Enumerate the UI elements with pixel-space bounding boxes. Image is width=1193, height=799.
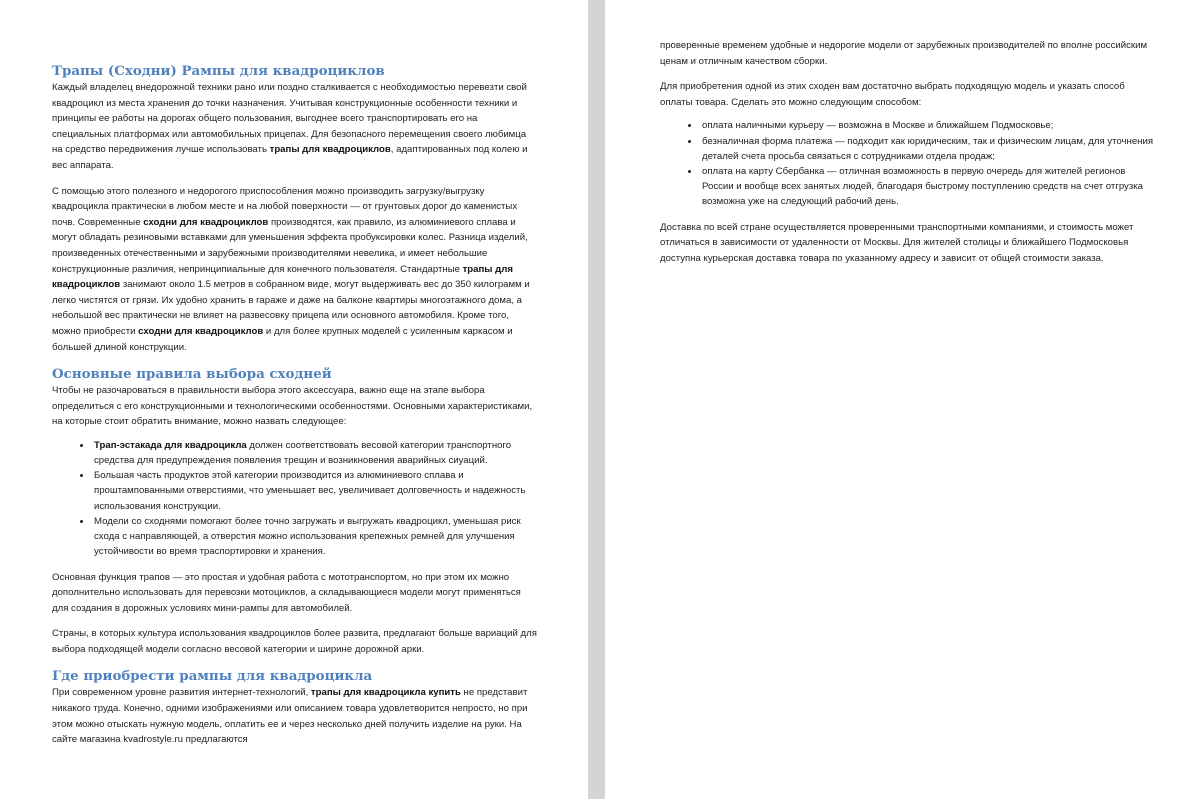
list-item: • Модели со сходнями помогают более точно загружать и выгружать квадроцикл, уменьшая риск схода с направляющей, а отверстия можно использования крепежных ремней для улучшения устойчивости во время траспортировки и хранения. [92, 514, 538, 560]
list-item: • оплата на карту Сбербанка — отличная возможность в первую очередь для жителей регионов России и вообще всех занятых людей, благодаря быстрому поступлению средств на счет отгрузка возможна уже на следующий рабочий день. [700, 164, 1153, 210]
heading-ramps: Трапы (Сходни) Рампы для квадроциклов [52, 63, 385, 79]
list-item: • Большая часть продуктов этой категории производится из алюминиевого сплава и проштампованными отверстиями, что уменьшает вес, увеличивает долговечность и надежность использования конструкции. [92, 468, 538, 514]
document-page-1 [0, 0, 588, 799]
page-gap [588, 0, 605, 799]
bold-keyword: трапы для квадроциклов [52, 263, 513, 291]
bold-keyword: сходни для квадроциклов [138, 325, 264, 337]
paragraph-usage [52, 184, 538, 356]
bold-keyword: Трап-эстакада для квадроцикла [94, 439, 247, 451]
paragraph-payment-intro: Для приобретения одной из этих сходен вам достаточно выбрать подходящую модель и указать способ оплаты товара. Сделать это можно следующим способом: [660, 81, 1125, 108]
bold-keyword: трапы для квадроциклов [269, 144, 391, 156]
list-item: • оплата наличными курьеру — возможна в Москве и ближайшем Подмосковье; [700, 118, 1153, 133]
document-page-2 [605, 0, 1193, 799]
heading-where-to-buy: Где приобрести рампы для квадроцикла [52, 668, 373, 685]
text-run: , адаптированных под колею и вес аппарата. [52, 144, 528, 171]
text-run: должен соответствовать весовой категории транспортного средства для предупреждения появления трещин и возникновения аварийных сиуаций. [94, 439, 512, 467]
paragraph-continued: проверенные временем удобные и недорогие модели от зарубежных производителей по вполне российским ценам и отличным качеством сборки. [660, 40, 1148, 67]
list-item: • безналичная форма платежа — подходит как юридическим, так и физическим лицам, для уточнения деталей счета просьба связаться с сотрудниками отдела продаж; [700, 134, 1153, 164]
bullet-list-payment [660, 118, 1153, 209]
paragraph-function: Основная функция трапов — это простая и удобная работа с мототранспортом, но при этом их можно дополнительно использовать для перевозки мотоциклов, а складывающиеся модели могут применяться для создания в дорожных условиях мини-рампы для автомобилей. [52, 571, 521, 614]
paragraph-countries: Страны, в которых культура использования квадроциклов более развита, предлагают больше вариаций для выбора подходящей модели согласно весовой категории и ширине дорожной арки. [52, 628, 537, 655]
text-run: и для более крупных моделей с усиленным каркасом и большей длиной конструкции. [52, 325, 513, 353]
list-item [92, 438, 538, 468]
bold-keyword: трапы для квадроцикла купить [310, 687, 461, 699]
text-run: С помощью этого полезного и недорогого приспособления можно производить загрузку/выгрузку квадроцикла практически в любом месте и на любой поверхности — от грунтовых дорог до каменистых почв. Современные [52, 185, 518, 228]
paragraph-intro [52, 80, 538, 174]
text-run: При современном уровне развития интернет-технологий, [52, 687, 311, 699]
text-run: Каждый владелец внедорожной техники рано или поздно сталкивается с необходимостью перевезти свой квадроцикл из места хранения до точки назначения. Учитывая конструкционные особенности техники и принципы ее работы на дорогах общего пользования, выгоднее всего транспортировать его на специальных платформах или автомобильных прицепах. Для безопасного перемещения своего любимца на средство передвижения лучше использовать [52, 82, 527, 156]
bold-keyword: сходни для квадроциклов [143, 216, 269, 228]
paragraph-selection: Чтобы не разочароваться в правильности выбора этого аксессуара, важно еще на этапе выбора определиться с его конструкционными и технологическими особенностями. Основными характеристиками, на которые стоит обратить внимание, можно назвать следующее: [52, 385, 533, 428]
paragraph-delivery: Доставка по всей стране осуществляется проверенными транспортными компаниями, и стоимость может отличаться в зависимости от удаленности от Москвы. Для жителей столицы и ближайшего Подмосковья доступна курьерская доставка товара по указанному адресу и зависит от общей стоимости заказа. [660, 221, 1134, 264]
text-run: занимают около 1.5 метров в собранном виде, могут выдерживать вес до 350 килограмм и легко чистятся от грязи. Их удобно хранить в гараже и даже на балконе квартиры многоэтажного дома, а небольшой вес практически не влияет на развесовку прицепа или основного автомобиля. Кроме того, можно приобрести [52, 279, 530, 337]
heading-selection-rules: Основные правила выбора сходней [52, 366, 332, 383]
bullet-list-characteristics [52, 438, 538, 560]
text-run: производятся, как правило, из алюминиевого сплава и могут обладать резиновыми вставками для уменьшения эффекта пробуксировки колес. Разница изделий, произведенных отечественными и зарубежными производителями невелика, и имеет небольшие конструкционные различия, непринципиальные для конечного пользователя. Стандартные [52, 216, 528, 275]
paragraph-buy [52, 685, 538, 747]
text-run: не представит никакого труда. Конечно, одними изображениями или описанием товара удовлетворится непросто, но при этом можно отыскать нужную модель, оплатить ее и через несколько дней получить изделие на руки. На сайте магазина kvadrostyle.ru предлагаются [52, 687, 528, 746]
